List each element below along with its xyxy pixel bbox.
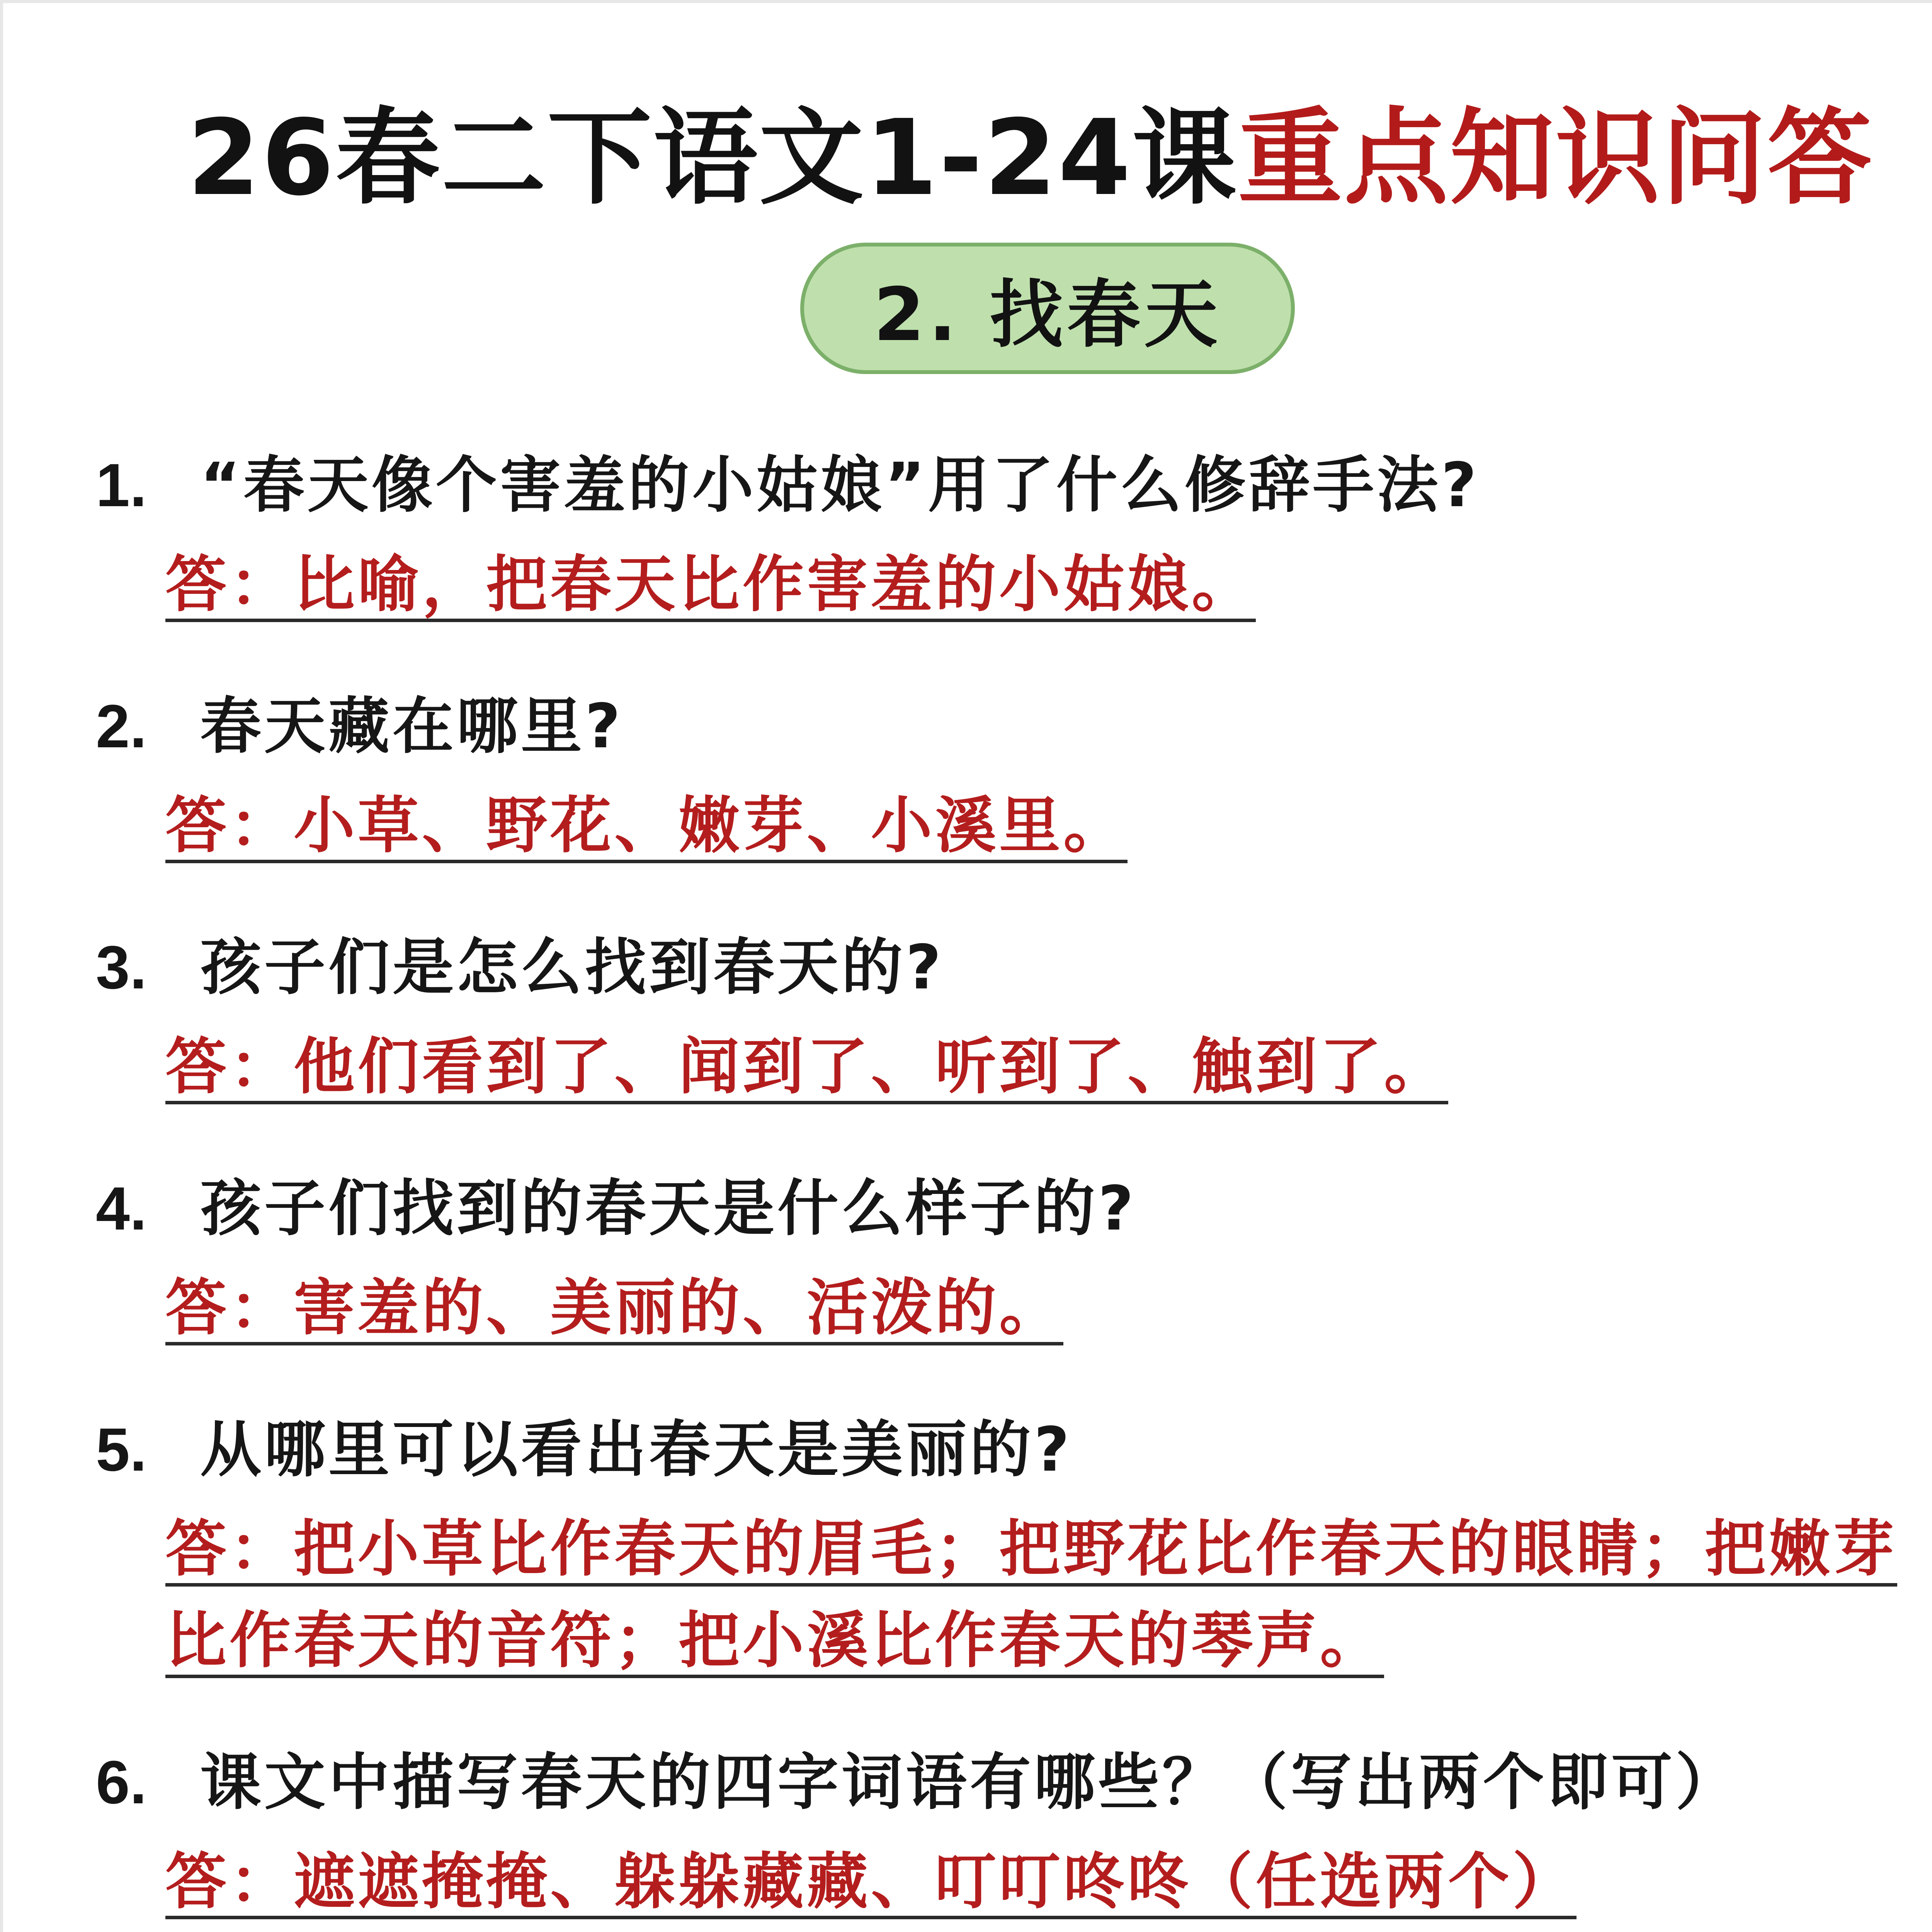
answer-text: 答：他们看到了、闻到了、听到了、触到了。: [165, 1031, 1448, 1102]
question-text: 孩子们是怎么找到春天的?: [200, 932, 944, 1003]
question: [96, 681, 1932, 772]
question-number: 4.: [96, 1175, 147, 1243]
question-text: “春天像个害羞的小姑娘”用了什么修辞手法?: [200, 450, 1480, 521]
qa-item: [96, 922, 1932, 1113]
question: [96, 1163, 1932, 1255]
question-text: 春天藏在哪里?: [200, 691, 624, 762]
answer: [165, 1503, 1932, 1687]
lesson-badge: 2. 找春天: [800, 243, 1295, 374]
question-number: 6.: [96, 1748, 147, 1816]
answer-text: 答：比喻，把春天比作害羞的小姑娘。: [165, 549, 1256, 620]
answer-text: 答：遮遮掩掩、躲躲藏藏、叮叮咚咚（任选两个）: [165, 1846, 1577, 1917]
answer: [165, 1021, 1932, 1113]
qa-item: [96, 1404, 1932, 1687]
answer-text: 答：小草、野花、嫩芽、小溪里。: [165, 790, 1128, 861]
page-title-accent: 重点知识问答: [1238, 97, 1874, 219]
question: [96, 440, 1932, 531]
page-title: [3, 97, 1932, 219]
page-title-main: 26春二下语文1-24课: [187, 97, 1238, 219]
answer-text: 答：把小草比作春天的眉毛；把野花比作春天的眼睛；把嫩芽比作春天的音符；把小溪比作春天的琴声。: [165, 1514, 1897, 1676]
question-number: 5.: [96, 1416, 147, 1484]
question-text: 课文中描写春天的四字词语有哪些？（写出两个即可）: [200, 1747, 1740, 1818]
qa-item: [96, 440, 1932, 631]
question-number: 2.: [96, 692, 147, 760]
answer: [165, 780, 1932, 872]
answer: [165, 539, 1932, 631]
qa-list: [96, 440, 1932, 1932]
question-number: 3.: [96, 934, 147, 1002]
qa-item: [96, 681, 1932, 872]
question: [96, 1404, 1932, 1496]
question-text: 孩子们找到的春天是什么样子的?: [200, 1173, 1137, 1244]
answer: [165, 1836, 1932, 1928]
question-text: 从哪里可以看出春天是美丽的?: [200, 1414, 1073, 1485]
answer: [165, 1262, 1932, 1354]
question-number: 1.: [96, 451, 147, 519]
qa-item: [96, 1737, 1932, 1928]
question: [96, 1737, 1932, 1828]
question: [96, 922, 1932, 1014]
answer-text: 答：害羞的、美丽的、活泼的。: [165, 1272, 1063, 1344]
qa-item: [96, 1163, 1932, 1354]
